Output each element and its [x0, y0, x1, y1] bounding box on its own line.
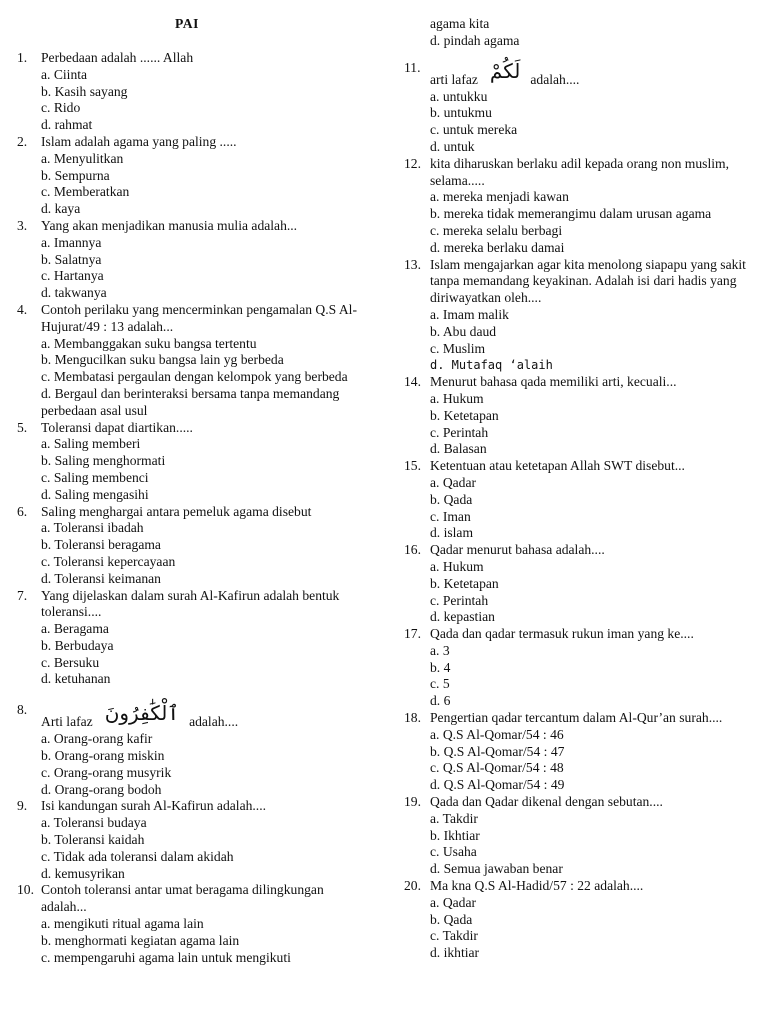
option: a. mengikuti ritual agama lain: [41, 916, 204, 932]
question-5: [17, 420, 367, 504]
option: b. Berbudaya: [41, 637, 114, 653]
option: b. Ketetapan: [430, 407, 499, 423]
option: b. mereka tidak memerangimu dalam urusan agama: [430, 206, 712, 222]
option: b. untukmu: [430, 105, 492, 121]
option: d. Balasan: [430, 441, 487, 457]
option: c. Saling membenci: [41, 469, 149, 485]
option: a. mereka menjadi kawan: [430, 189, 569, 205]
question-14: [404, 374, 762, 458]
option: b. Ikhtiar: [430, 827, 480, 843]
question-text: Qada dan Qadar dikenal dengan sebutan....: [430, 794, 663, 810]
question-number: 2.: [17, 133, 28, 149]
question-text: Ketentuan atau ketetapan Allah SWT disebut...: [430, 458, 685, 474]
option: c. Muslim: [430, 340, 486, 356]
question-16: [404, 542, 762, 626]
option: d. Orang-orang bodoh: [41, 781, 162, 797]
question-1: [17, 50, 367, 134]
question-text: [430, 60, 762, 89]
question-text: Qada dan qadar termasuk rukun iman yang ke....: [430, 626, 694, 642]
right-question-list: [404, 156, 762, 962]
question-4: [17, 302, 367, 420]
question-number: 15.: [404, 458, 421, 474]
question-7: [17, 588, 367, 689]
question-number: 14.: [404, 374, 421, 390]
question-13: [404, 257, 762, 375]
question-number: 7.: [17, 587, 28, 603]
option: d. rahmat: [41, 117, 93, 133]
question-text: Islam mengajarkan agar kita menolong siapapu yang sakit tanpa memandang keyakinan. Adalah isi dari hadis yang diriwayatkan oleh....: [430, 256, 746, 306]
question-text: Perbedaan adalah ...... Allah: [41, 50, 194, 65]
option-list: [404, 89, 762, 156]
option: b. Sempurna: [41, 167, 110, 183]
question-2: [17, 134, 367, 218]
question-number: 10.: [17, 882, 34, 898]
question-text: Toleransi dapat diartikan.....: [41, 419, 193, 435]
question-text-before: arti lafaz: [430, 71, 478, 87]
option: a. Toleransi budaya: [41, 815, 147, 831]
question-text: kita diharuskan berlaku adil kepada orang non muslim, selama.....: [430, 155, 729, 188]
question-text: Isi kandungan surah Al-Kafirun adalah....: [41, 798, 266, 814]
question-20: [404, 878, 762, 962]
option: a. Orang-orang kafir: [41, 731, 153, 747]
option: d. ikhtiar: [430, 945, 480, 961]
question-18: [404, 710, 762, 794]
question-number: 12.: [404, 155, 421, 171]
option: b. Mengucilkan suku bangsa lain yg berbeda: [41, 352, 284, 368]
left-question-list: [17, 50, 367, 688]
option: b. Q.S Al-Qomar/54 : 47: [430, 743, 565, 759]
option: a. Toleransi ibadah: [41, 520, 144, 536]
option: a. Qadar: [430, 894, 477, 910]
option: a. Takdir: [430, 810, 478, 826]
option: c. mereka selalu berbagi: [430, 222, 563, 238]
option: a. Beragama: [41, 621, 109, 637]
option: d. Bergaul dan berinteraksi bersama tanpa memandang perbedaan asal usul: [41, 385, 340, 418]
question-number: 3.: [17, 217, 28, 233]
option: c. Usaha: [430, 844, 477, 860]
option: c. Orang-orang musyrik: [41, 764, 172, 780]
option: a. Ciinta: [41, 66, 88, 82]
question-number: 5.: [17, 419, 28, 435]
question-number: 20.: [404, 878, 421, 894]
option: b. Salatnya: [41, 251, 102, 267]
option: d. untuk: [430, 138, 475, 154]
question-text-after: adalah....: [530, 71, 580, 87]
option: d. kepastian: [430, 609, 495, 625]
question-number: 6.: [17, 503, 28, 519]
question-19: [404, 794, 762, 878]
arabic-lafaz-lakum: لَكُمْ: [489, 58, 521, 83]
option: b. Qada: [430, 491, 473, 507]
option: d. Saling mengasihi: [41, 486, 149, 502]
option: a. untukku: [430, 88, 488, 104]
option: b. Toleransi kaidah: [41, 832, 145, 848]
question-text: Contoh toleransi antar umat beragama dilingkungan adalah...: [41, 882, 324, 915]
option: c. mempengaruhi agama lain untuk mengikuti: [41, 949, 291, 965]
option: a. Saling memberi: [41, 436, 141, 452]
option: d. kaya: [41, 201, 81, 217]
option: b. Abu daud: [430, 323, 497, 339]
left-question-list-b: [17, 798, 367, 966]
document-title: PAI: [175, 16, 199, 31]
option: c. Tidak ada toleransi dalam akidah: [41, 848, 234, 864]
option: d. Semua jawaban benar: [430, 861, 563, 877]
question-text: Islam adalah agama yang paling .....: [41, 133, 237, 149]
continued-text: agama kita: [430, 16, 490, 31]
question-text: Qadar menurut bahasa adalah....: [430, 542, 605, 558]
option: c. Perintah: [430, 592, 489, 608]
question-10: [17, 882, 367, 966]
option: a. Menyulitkan: [41, 150, 124, 166]
question-number: 9.: [17, 798, 28, 814]
option: c. Rido: [41, 100, 81, 116]
option: b. Qada: [430, 911, 473, 927]
option: c. untuk mereka: [430, 122, 518, 138]
option: a. 3: [430, 642, 450, 658]
option: a. Imannya: [41, 234, 102, 250]
option-list: [17, 731, 367, 798]
right-column: [404, 16, 762, 962]
option: b. Saling menghormati: [41, 453, 166, 469]
question-17: [404, 626, 762, 710]
question-6: [17, 504, 367, 588]
option: d. ketuhanan: [41, 671, 111, 687]
option: c. Takdir: [430, 928, 478, 944]
option: b. Ketetapan: [430, 575, 499, 591]
question-text: Contoh perilaku yang mencerminkan pengamalan Q.S Al-Hujurat/49 : 13 adalah...: [41, 301, 357, 334]
option: c. Hartanya: [41, 268, 104, 284]
option: c. Iman: [430, 508, 471, 524]
question-text: Saling menghargai antara pemeluk agama disebut: [41, 503, 312, 519]
question-text-before: Arti lafaz: [41, 714, 93, 730]
question-text-after: adalah....: [189, 714, 239, 730]
left-column: [17, 50, 367, 966]
question-number: 17.: [404, 626, 421, 642]
question-8: [17, 702, 367, 798]
option: a. Hukum: [430, 558, 484, 574]
question-number: 4.: [17, 301, 28, 317]
option: b. Orang-orang miskin: [41, 748, 165, 764]
option: d. takwanya: [41, 285, 107, 301]
question-11: [404, 60, 762, 156]
option: b. Toleransi beragama: [41, 537, 161, 553]
option: a. Hukum: [430, 390, 484, 406]
question-number: 13.: [404, 256, 421, 272]
option: c. Toleransi kepercayaan: [41, 553, 176, 569]
option: d. kemusyrikan: [41, 865, 125, 881]
option: d. mereka berlaku damai: [430, 239, 565, 255]
option: c. Bersuku: [41, 654, 100, 670]
question-3: [17, 218, 367, 302]
option: c. 5: [430, 676, 450, 692]
question-number: 11.: [404, 59, 421, 75]
option: c. Memberatkan: [41, 184, 130, 200]
question-number: 1.: [17, 50, 28, 65]
option: b. menghormati kegiatan agama lain: [41, 932, 240, 948]
option: d. Toleransi keimanan: [41, 570, 161, 586]
option: a. Qadar: [430, 474, 477, 490]
question-number: 19.: [404, 794, 421, 810]
question-text: Yang akan menjadikan manusia mulia adalah...: [41, 217, 298, 233]
option: d. 6: [430, 693, 451, 709]
option: a. Imam malik: [430, 306, 509, 322]
option: c. Perintah: [430, 424, 489, 440]
option: b. 4: [430, 659, 451, 675]
option: d. Q.S Al-Qomar/54 : 49: [430, 777, 565, 793]
question-9: [17, 798, 367, 882]
question-text: Yang dijelaskan dalam surah Al-Kafirun adalah bentuk toleransi....: [41, 587, 340, 620]
option: d. islam: [430, 525, 474, 541]
option: d. Mutafaq ‘alaih: [430, 358, 553, 373]
question-15: [404, 458, 762, 542]
question-number: 16.: [404, 542, 421, 558]
option: a. Membanggakan suku bangsa tertentu: [41, 335, 257, 351]
option: c. Q.S Al-Qomar/54 : 48: [430, 760, 564, 776]
arabic-lafaz-al-kafirun: ٱلْكَٰفِرُونَ: [104, 701, 180, 726]
continued-option: d. pindah agama: [430, 32, 520, 48]
option: a. Q.S Al-Qomar/54 : 46: [430, 726, 564, 742]
question-number: 8.: [17, 702, 28, 718]
question-text: Ma kna Q.S Al-Hadid/57 : 22 adalah....: [430, 878, 644, 894]
option: c. Membatasi pergaulan dengan kelompok yang berbeda: [41, 369, 348, 385]
question-number: 18.: [404, 710, 421, 726]
question-text: Pengertian qadar tercantum dalam Al-Qur’an surah....: [430, 710, 723, 726]
option: b. Kasih sayang: [41, 83, 128, 99]
question-12: [404, 156, 762, 257]
question-text: [41, 702, 367, 731]
question-text: Menurut bahasa qada memiliki arti, kecuali...: [430, 374, 677, 390]
